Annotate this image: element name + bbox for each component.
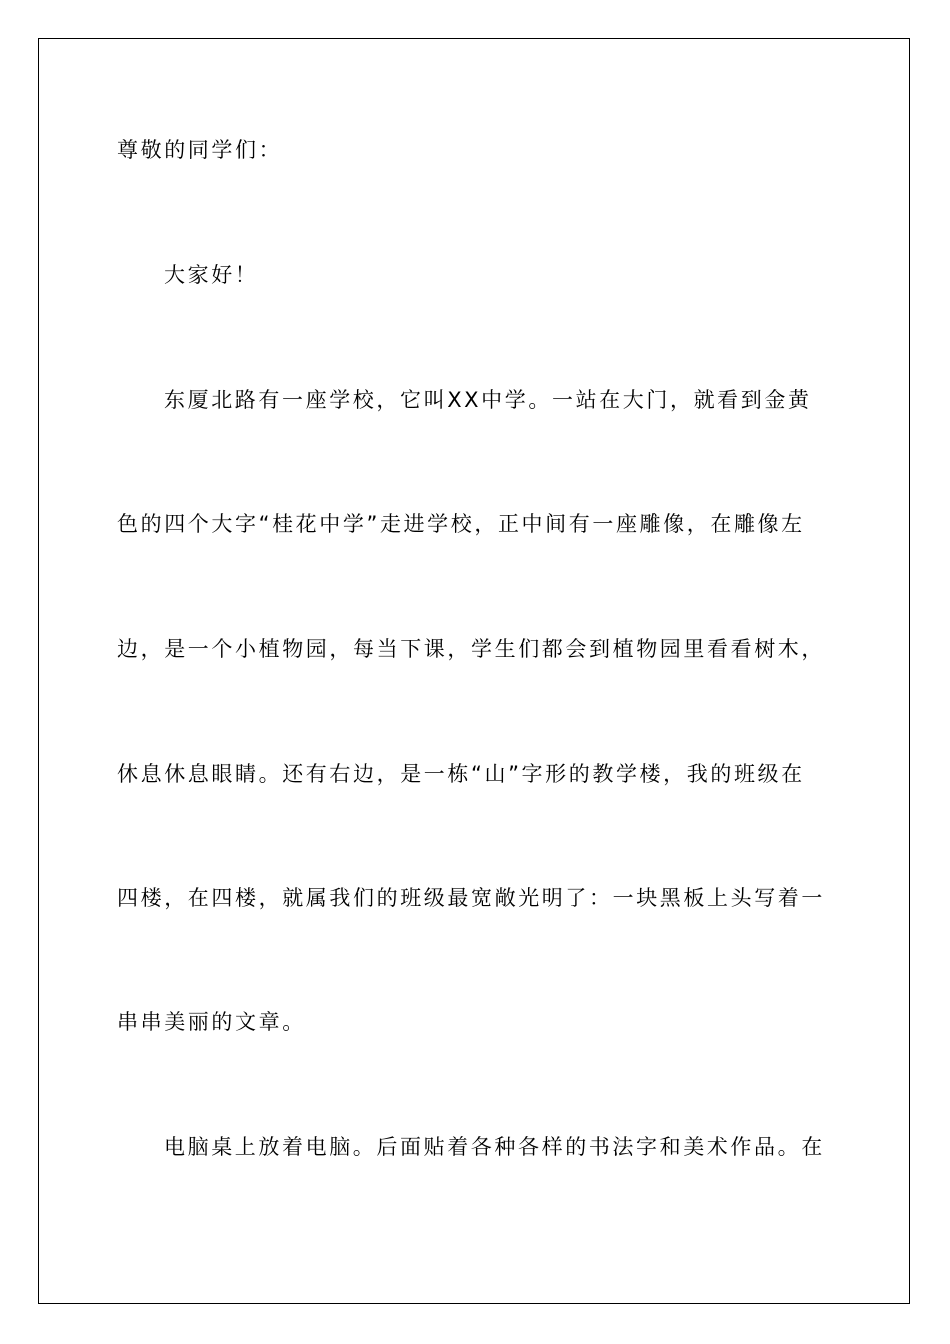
paragraph-2-line-1: 电脑桌上放着电脑。后面贴着各种各样的书法字和美术作品。在	[164, 1135, 825, 1159]
page-border	[38, 38, 910, 1304]
salutation: 尊敬的同学们：	[117, 138, 283, 162]
greeting: 大家好！	[164, 263, 259, 287]
paragraph-1-line-6: 串串美丽的文章。	[117, 1010, 306, 1034]
paragraph-1-line-1: 东厦北路有一座学校，它叫XX中学。一站在大门，就看到金黄	[164, 388, 812, 412]
paragraph-1-line-4: 休息休息眼睛。还有右边，是一栋“山”字形的教学楼，我的班级在	[117, 762, 805, 786]
paragraph-1-line-3: 边，是一个小植物园，每当下课，学生们都会到植物园里看看树木，	[117, 637, 825, 661]
paragraph-1-line-5: 四楼，在四楼，就属我们的班级最宽敞光明了：一块黑板上头写着一	[117, 886, 825, 910]
paragraph-1-line-2: 色的四个大字“桂花中学”走进学校，正中间有一座雕像，在雕像左	[117, 512, 805, 536]
